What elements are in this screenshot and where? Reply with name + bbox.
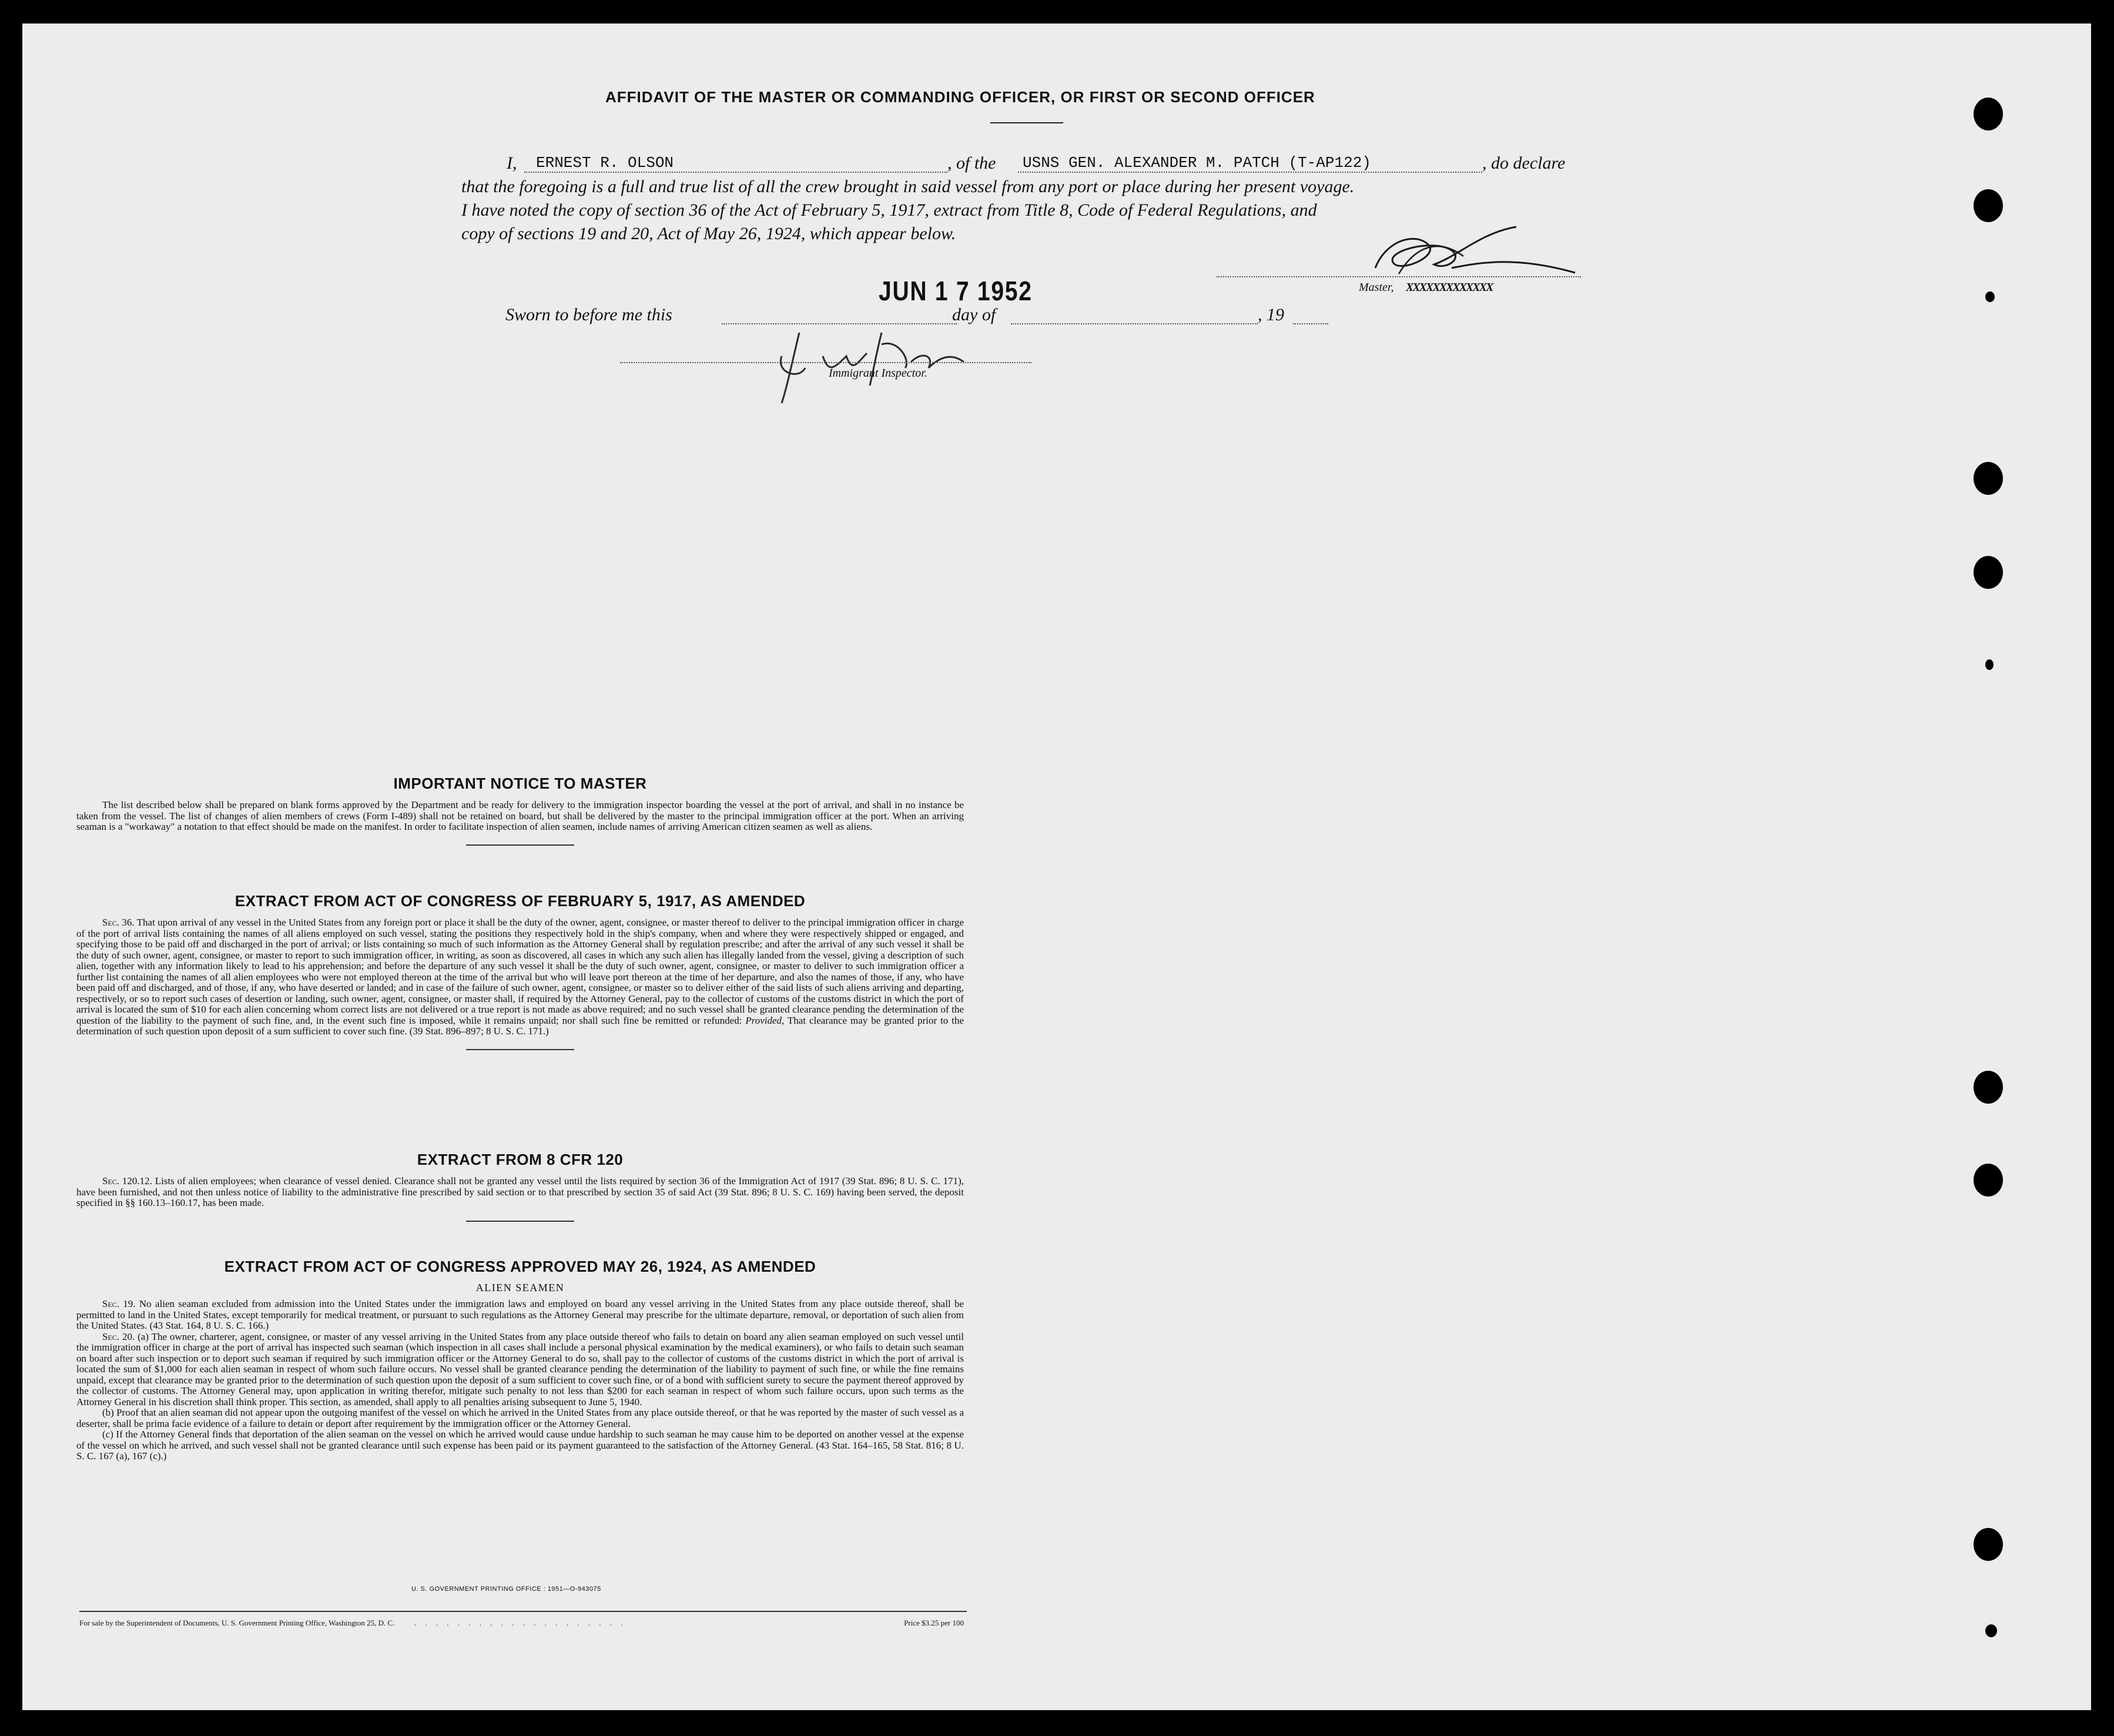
binder-hole: [1974, 556, 2003, 589]
extract-cfr-title: EXTRACT FROM 8 CFR 120: [417, 1151, 624, 1168]
declaration-line-2: that the foregoing is a full and true list of all the crew brought in said vessel from any port or place during her present voyage.: [461, 177, 1355, 196]
sworn-prefix: Sworn to before me this: [505, 305, 672, 324]
binder-hole: [1974, 1164, 2003, 1197]
sec-36-label: Sec. 36.: [102, 917, 135, 928]
extract-1924-title: EXTRACT FROM ACT OF CONGRESS APPROVED MAY 26, 1924, AS AMENDED: [224, 1258, 816, 1275]
scan-border: [0, 1710, 2114, 1736]
footer-rule: [79, 1611, 967, 1612]
section-divider: [466, 844, 574, 846]
footer: [79, 1618, 987, 1628]
affidavit-title: AFFIDAVIT OF THE MASTER OR COMMANDING OFFICER, OR FIRST OR SECOND OFFICER: [605, 88, 1315, 106]
notice-section: [76, 775, 964, 846]
extract-1917-title: EXTRACT FROM ACT OF CONGRESS OF FEBRUARY 5, 1917, AS AMENDED: [234, 892, 806, 910]
binder-hole: [1974, 462, 2003, 495]
master-caption-overtyped: XXXXXXXXXXXXX: [1406, 281, 1493, 294]
alien-seamen-subtitle: ALIEN SEAMEN: [475, 1282, 565, 1293]
inspector-signature: [764, 321, 976, 409]
binder-hole: [1974, 1071, 2003, 1104]
vessel-name: USNS GEN. ALEXANDER M. PATCH (T-AP122): [1023, 154, 1371, 172]
day-of-text: day of: [952, 305, 996, 324]
sec-36-body: That upon arrival of any vessel in the United States from any foreign port or place it shall be the duty of the owner, agent, consignee, or master thereof to deliver to the principal immigration officer in charge of the port of arrival lists containing the names of all aliens employed on such vessel, stating the positions they respectively hold in the ship's company, when and where they were respectively shipped or engaged, and specifying those to be paid off and discharged in the port of arrival; or lists containing so much of such information as the Attorney General shall by regulation prescribe; and after the arrival of any such vessel it shall be the duty of such owner, agent, consignee, or master to report to such immigration officer, in writing, as soon as discovered, all cases in which any such alien has illegally landed from the vessel, giving a description of such alien, together with any information likely to lead to his apprehension; and before the departure of any such vessel it shall be the duty of such owner, agent, consignee, or master to deliver to such immigration officer a further list containing the names of all alien employees who were not employed thereon at the time of the arrival but who will leave port thereon at the time of her departure, and also the names of those, if any, who have been paid off and discharged, and of those, if any, who have deserted or landed; and in case of the failure of such owner, agent, consignee, or master so to deliver either of the said lists of such aliens arriving and departing, respectively, or so to report such cases of desertion or landing, such owner, agent, consignee, or master shall, if required by the Attorney General, pay to the collector of customs of the customs district in which the port of arrival is located the sum of $10 for each alien concerning whom correct lists are not delivered or a true report is not made as above required; and no such vessel shall be granted clearance pending the determination of the question of the liability to the payment of such fine, and, in the event such fine is imposed, while it remains unpaid; nor shall such fine be remitted or refunded:: [76, 917, 964, 1026]
declarant-name: ERNEST R. OLSON: [536, 154, 674, 172]
binder-hole: [1985, 659, 1994, 670]
binder-hole: [1974, 189, 2003, 222]
year-prefix: , 19: [1258, 305, 1284, 324]
extract-1924-section: [76, 1258, 964, 1462]
master-signature-line: [1217, 276, 1581, 277]
inspector-caption: Immigrant Inspector.: [829, 367, 927, 380]
affidavit-pronoun: I,: [507, 153, 517, 173]
of-the-text: , of the: [947, 153, 996, 173]
section-divider: [466, 1221, 574, 1222]
do-declare-text: , do declare: [1482, 153, 1566, 173]
declaration-line-4: copy of sections 19 and 20, Act of May 26, 1924, which appear below.: [461, 224, 956, 243]
title-rule: [990, 122, 1063, 123]
proviso-text: That clearance may be granted prior to the determination of such question upon deposit of a sum sufficient to cover such fine. (39 Stat. 896–897; 8 U. S. C. 171.): [76, 1014, 964, 1037]
extract-1917-section: [76, 892, 964, 1050]
binder-hole: [1974, 1528, 2003, 1561]
sec-19-label: Sec. 19.: [102, 1298, 136, 1309]
date-stamp: JUN 1 7 1952: [879, 276, 1033, 306]
notice-body: The list described below shall be prepared on blank forms approved by the Department and be ready for delivery to the immigration inspector boarding the vessel at the port of arrival, and shall in no instance be taken from the vessel. The list of changes of alien members of crews (Form I-489) shall not be retained on board, but shall be delivered by the master to the principal immigration officer at the port. When an arriving seaman is a "workaway" a notation to that effect should be made on the manifest. In order to facilitate inspection of alien seamen, include names of arriving American citizen seamen as well as aliens.: [76, 799, 964, 832]
extract-cfr-section: [76, 1151, 964, 1222]
declarant-name-line: [524, 172, 947, 173]
proviso-label: Provided,: [745, 1014, 785, 1026]
gpo-imprint: U. S. GOVERNMENT PRINTING OFFICE : 1951—O-943075: [411, 1586, 601, 1593]
binder-hole: [1985, 291, 1995, 302]
sec-20b-body: (b) Proof that an alien seaman did not appear upon the outgoing manifest of the vessel on which he arrived in the United States from any place outside thereof, or that he was reported by the master of such vessel as a deserter, shall be prima facie evidence of a failure to detain or deport after requirement by the immigration officer or the Attorney General.: [76, 1407, 964, 1429]
vessel-line: [1018, 172, 1482, 173]
footer-leaders: . . . . . . . . . . . . . . . . . . . .: [414, 1618, 627, 1627]
month-line: [1011, 323, 1258, 324]
sec-120-body: Lists of alien employees; when clearance of vessel denied. Clearance shall not be granted any vessel until the lists required by section 36 of the Immigration Act of 1917 (39 Stat. 896; 8 U. S. C. 171), have been furnished, and not then unless notice of liability to the administrative fine prescribed by said section or to that prescribed by section 35 of said Act (39 Stat. 896; 8 U. S. C. 169) having been served, the deposit specified in §§ 160.13–160.17, has been made.: [76, 1175, 964, 1208]
sec-20-label: Sec. 20.: [102, 1331, 135, 1342]
master-caption: Master,: [1359, 281, 1394, 294]
inspector-signature-line: [620, 362, 1031, 363]
year-line: [1293, 323, 1328, 324]
sec-20c-body: (c) If the Attorney General finds that deportation of the alien seaman on the vessel on which he arrived would cause undue hardship to such seaman he may cause him to be deported on another vessel at the expense of the vessel on which he arrived, and such vessel shall not be granted clearance until such expense has been paid or its payment guaranteed to the satisfaction of the Attorney General. (43 Stat. 164–165, 58 Stat. 816; 8 U. S. C. 167 (a), 167 (c).): [76, 1429, 964, 1462]
binder-hole: [1985, 1624, 1997, 1637]
sec-19-body: No alien seaman excluded from admission into the United States under the immigration laws and employed on board any vessel arriving in the United States from any place outside thereof, shall be permitted to land in the United States, except temporarily for medical treatment, or pursuant to such regulations as the Attorney General may prescribe for the ultimate departure, removal, or deportation of such alien from the United States. (43 Stat. 164, 8 U. S. C. 166.): [76, 1298, 964, 1331]
binder-hole: [1974, 98, 2003, 130]
sec-120-label: Sec. 120.12.: [102, 1175, 152, 1187]
section-divider: [466, 1049, 574, 1050]
footer-price: Price $3.25 per 100: [904, 1618, 964, 1627]
sec-20a-body: (a) The owner, charterer, agent, consignee, or master of any vessel arriving in the United States from any place outside thereof who fails to detain on board any alien seaman employed on such vessel until the immigration officer in charge at the port of arrival has inspected such seaman (which inspection in all cases shall include a personal physical examination by the medical examiners), or who fails to detain such seaman on board after such inspection or to deport such seaman if required by such immigration officer or the Attorney General to do so, shall pay to the collector of customs of the customs district in which the port of arrival is located the sum of $1,000 for each alien seaman in respect of whom such failure occurs. No vessel shall be granted clearance pending the determination of the liability to payment of such fine, or while the fine remains unpaid, except that clearance may be granted prior to the determination of such question upon the deposit of a sum sufficient to cover such fine, or of a bond with sufficient surety to secure the payment thereof approved by the collector of customs. The Attorney General may, upon application in writing therefor, mitigate such penalty to not less than $200 for each seaman in respect of whom such failure occurs, upon such terms as the Attorney General in his discretion shall think proper. This section, as amended, shall apply to all penalties arising subsequent to June 5, 1940.: [76, 1331, 964, 1407]
notice-title: IMPORTANT NOTICE TO MASTER: [393, 775, 647, 792]
declaration-line-3: I have noted the copy of section 36 of the Act of February 5, 1917, extract from Title 8, Code of Federal Regulations, and: [461, 200, 1317, 220]
footer-sales-note: For sale by the Superintendent of Documents, U. S. Government Printing Office, Washington 25, D. C.: [79, 1618, 395, 1627]
